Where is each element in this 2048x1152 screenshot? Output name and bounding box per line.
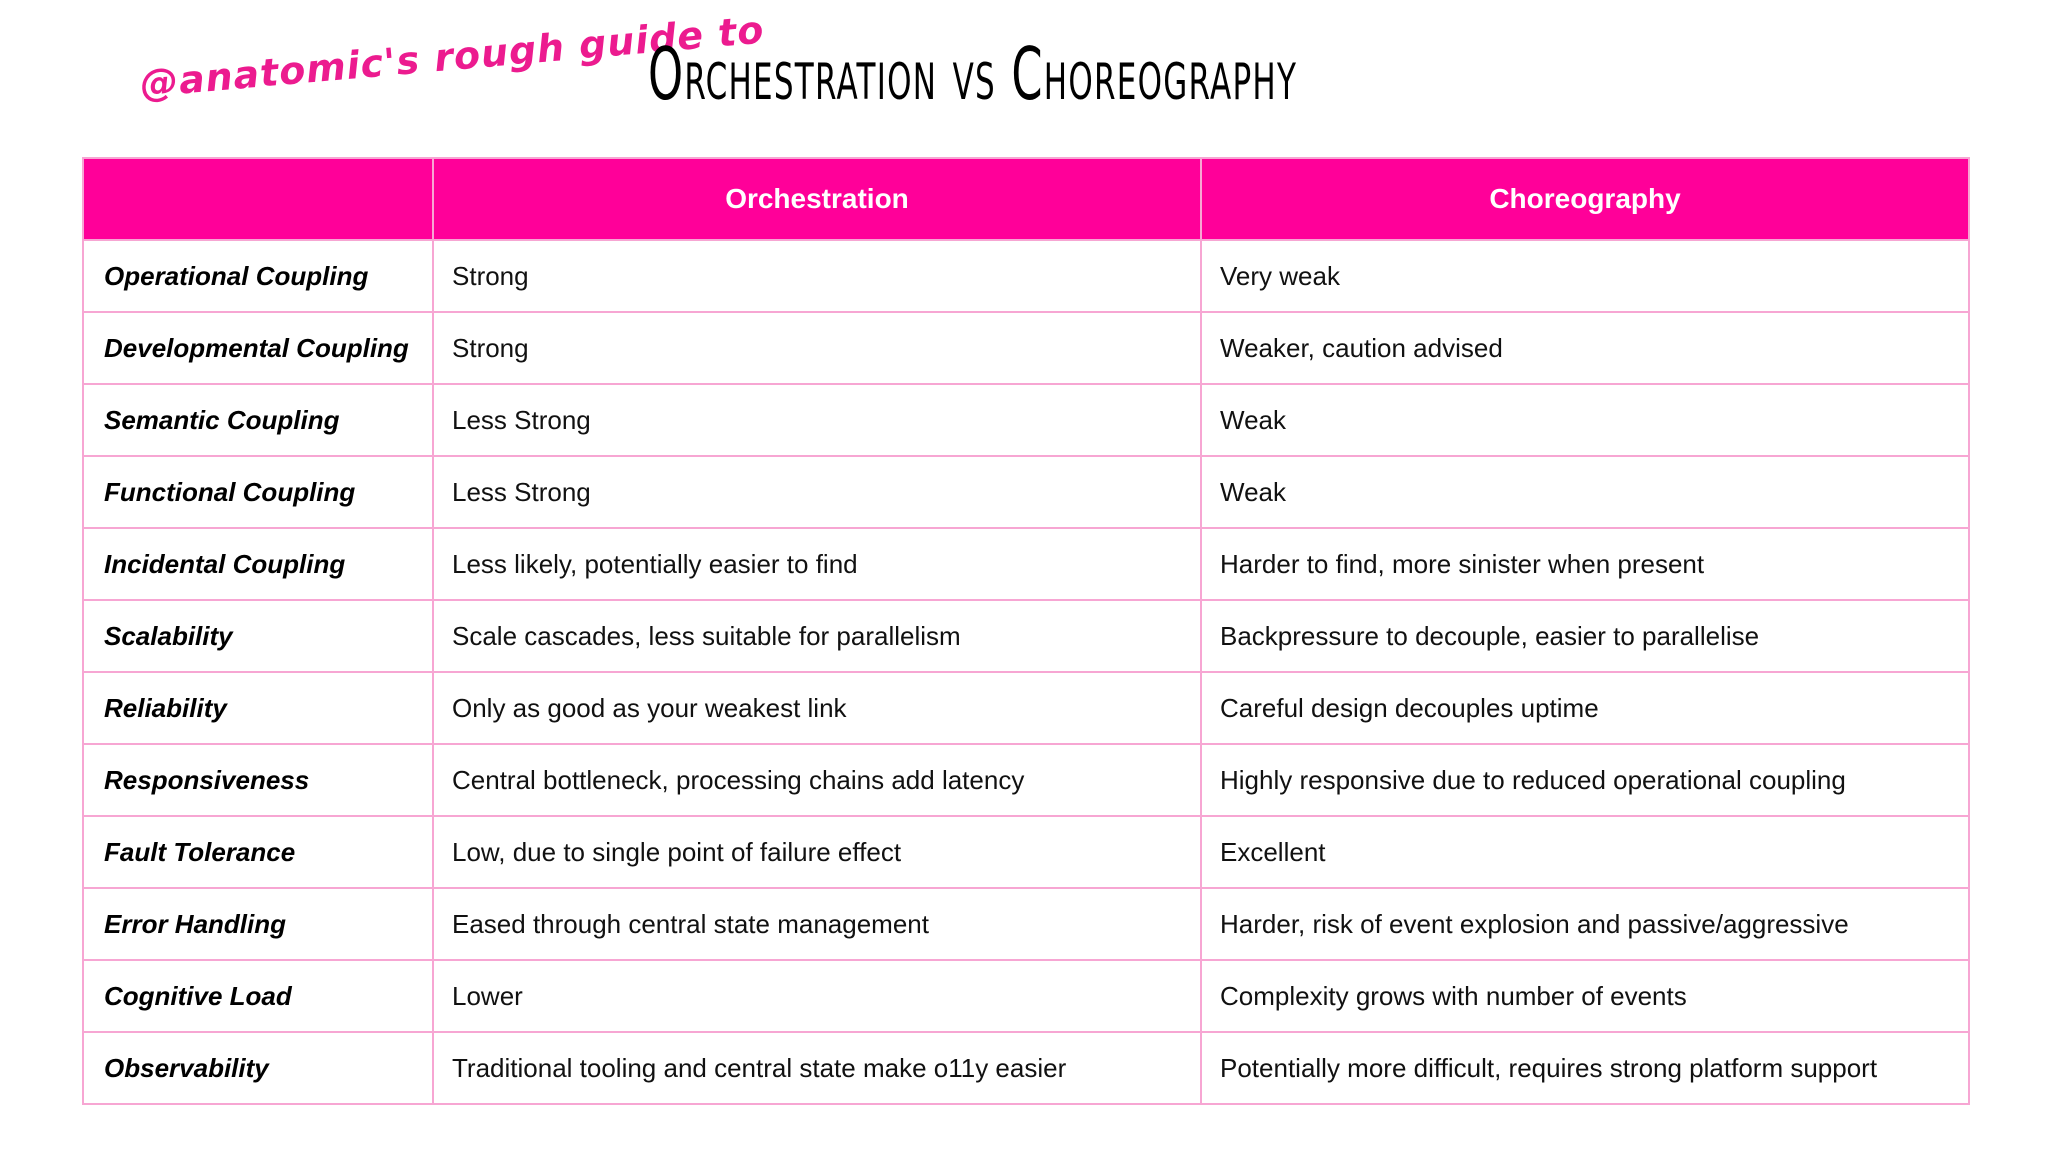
choreography-cell: Very weak	[1201, 240, 1969, 312]
page-title: Orchestration vs Choreography	[648, 32, 1298, 116]
choreography-cell: Harder, risk of event explosion and passive/aggressive	[1201, 888, 1969, 960]
choreography-cell: Careful design decouples uptime	[1201, 672, 1969, 744]
table-row	[83, 240, 1969, 312]
table-row	[83, 456, 1969, 528]
orchestration-cell: Less likely, potentially easier to find	[433, 528, 1201, 600]
row-label: Incidental Coupling	[83, 528, 433, 600]
table-row	[83, 672, 1969, 744]
choreography-cell: Harder to find, more sinister when present	[1201, 528, 1969, 600]
row-label: Reliability	[83, 672, 433, 744]
table-row	[83, 384, 1969, 456]
header-choreography: Choreography	[1201, 158, 1969, 240]
table-row	[83, 528, 1969, 600]
row-label: Fault Tolerance	[83, 816, 433, 888]
comparison-table	[82, 157, 1970, 1105]
table-row	[83, 960, 1969, 1032]
choreography-cell: Backpressure to decouple, easier to parallelise	[1201, 600, 1969, 672]
comparison-table-container	[82, 157, 1968, 1105]
choreography-cell: Excellent	[1201, 816, 1969, 888]
choreography-cell: Weak	[1201, 384, 1969, 456]
table-row	[83, 744, 1969, 816]
orchestration-cell: Less Strong	[433, 384, 1201, 456]
table-row	[83, 888, 1969, 960]
row-label: Functional Coupling	[83, 456, 433, 528]
row-label: Responsiveness	[83, 744, 433, 816]
row-label: Scalability	[83, 600, 433, 672]
table-row	[83, 1032, 1969, 1104]
orchestration-cell: Strong	[433, 312, 1201, 384]
orchestration-cell: Only as good as your weakest link	[433, 672, 1201, 744]
orchestration-cell: Strong	[433, 240, 1201, 312]
row-label: Operational Coupling	[83, 240, 433, 312]
orchestration-cell: Less Strong	[433, 456, 1201, 528]
subtitle: @anatomic's rough guide to	[138, 7, 766, 106]
orchestration-cell: Traditional tooling and central state make o11y easier	[433, 1032, 1201, 1104]
orchestration-cell: Eased through central state management	[433, 888, 1201, 960]
orchestration-cell: Scale cascades, less suitable for parallelism	[433, 600, 1201, 672]
header-orchestration: Orchestration	[433, 158, 1201, 240]
choreography-cell: Highly responsive due to reduced operational coupling	[1201, 744, 1969, 816]
orchestration-cell: Low, due to single point of failure effect	[433, 816, 1201, 888]
choreography-cell: Weak	[1201, 456, 1969, 528]
choreography-cell: Complexity grows with number of events	[1201, 960, 1969, 1032]
row-label: Observability	[83, 1032, 433, 1104]
choreography-cell: Potentially more difficult, requires strong platform support	[1201, 1032, 1969, 1104]
table-row	[83, 600, 1969, 672]
table-header-row	[83, 158, 1969, 240]
orchestration-cell: Lower	[433, 960, 1201, 1032]
header-empty-cell	[83, 158, 433, 240]
table-row	[83, 816, 1969, 888]
row-label: Developmental Coupling	[83, 312, 433, 384]
row-label: Semantic Coupling	[83, 384, 433, 456]
row-label: Error Handling	[83, 888, 433, 960]
choreography-cell: Weaker, caution advised	[1201, 312, 1969, 384]
orchestration-cell: Central bottleneck, processing chains add latency	[433, 744, 1201, 816]
row-label: Cognitive Load	[83, 960, 433, 1032]
table-row	[83, 312, 1969, 384]
